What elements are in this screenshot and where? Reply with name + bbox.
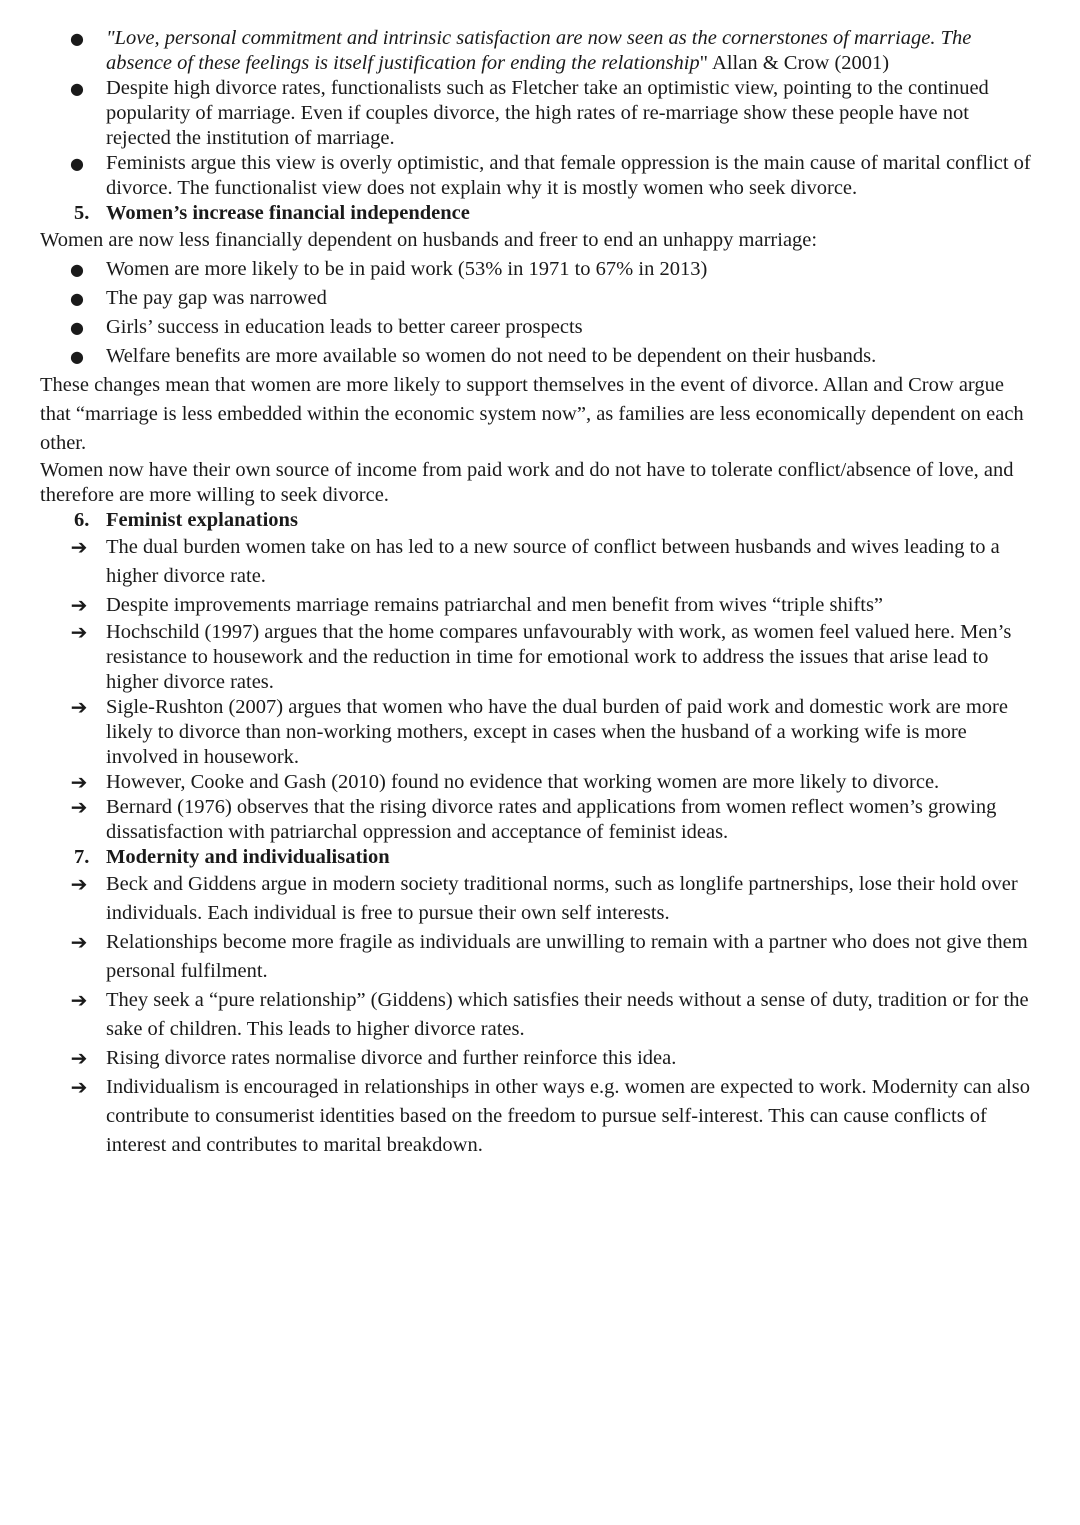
arrow-marker: ➔ [70, 1075, 88, 1099]
bullet-marker: ● [70, 289, 84, 308]
quote-citation: " Allan & Crow (2001) [699, 52, 890, 74]
list-item-text: Despite improvements marriage remains patriarchal and men benefit from wives “triple shifts” [106, 594, 884, 616]
list-item-text: Rising divorce rates normalise divorce and further reinforce this idea. [106, 1047, 677, 1069]
section-number: 6. [74, 509, 90, 531]
arrow-marker: ➔ [70, 930, 88, 954]
bullet-marker: ● [70, 154, 84, 173]
list-item [0, 151, 1080, 201]
list-item-text: Hochschild (1997) argues that the home compares unfavourably with work, as women feel valued here. Men’s resistance to housework and the reduction in time for emotional work to address the issues that arise lead to higher divorce rates. [106, 621, 1012, 693]
list-item [0, 76, 1080, 151]
arrow-marker: ➔ [70, 795, 88, 819]
section-title: Women’s increase financial independence [106, 202, 470, 224]
list-item [0, 533, 1080, 591]
bullet-marker: ● [70, 260, 84, 279]
list-item-text: Bernard (1976) observes that the rising divorce rates and applications from women reflect women’s growing dissatisfaction with patriarchal oppression and acceptance of feminist ideas. [106, 796, 997, 843]
paragraph: These changes mean that women are more likely to support themselves in the event of divorce. Allan and Crow argue that “marriage is less embedded within the economic system now”, as families are less economically dependent on each other. [40, 374, 1024, 454]
arrow-marker: ➔ [70, 593, 88, 617]
bullet-marker: ● [70, 79, 84, 98]
list-item-text: The pay gap was narrowed [106, 287, 327, 309]
list-item [0, 26, 1080, 76]
list-item [0, 1044, 1080, 1073]
list-item [0, 284, 1080, 313]
list-item-text: Beck and Giddens argue in modern society traditional norms, such as longlife partnerships, lose their hold over individuals. Each individual is free to pursue their own self interests. [106, 873, 1018, 924]
bullet-marker: ● [70, 347, 84, 366]
section-number: 7. [74, 846, 90, 868]
list-item-text: Women are more likely to be in paid work (53% in 1971 to 67% in 2013) [106, 258, 708, 280]
list-item [0, 1073, 1080, 1160]
list-item [0, 342, 1080, 371]
arrow-marker: ➔ [70, 872, 88, 896]
list-item [0, 620, 1080, 695]
section-number: 5. [74, 202, 90, 224]
list-item [0, 870, 1080, 928]
list-item-text: The dual burden women take on has led to a new source of conflict between husbands and wives leading to a higher divorce rate. [106, 536, 1000, 587]
list-item [0, 770, 1080, 795]
arrow-marker: ➔ [70, 620, 88, 644]
list-item-text: Welfare benefits are more available so women do not need to be dependent on their husbands. [106, 345, 877, 367]
list-item [0, 986, 1080, 1044]
list-item [0, 313, 1080, 342]
section-title: Modernity and individualisation [106, 846, 390, 868]
list-item-text: However, Cooke and Gash (2010) found no evidence that working women are more likely to divorce. [106, 771, 940, 793]
document-page [0, 26, 1080, 1160]
list-item-text: Feminists argue this view is overly optimistic, and that female oppression is the main cause of marital conflict of divorce. The functionalist view does not explain why it is mostly women who seek divorce. [106, 152, 1031, 199]
list-item [0, 928, 1080, 986]
arrow-marker: ➔ [70, 1046, 88, 1070]
arrow-marker: ➔ [70, 695, 88, 719]
list-item-text: Individualism is encouraged in relationships in other ways e.g. women are expected to work. Modernity can also contribute to consumerist identities based on the freedom to pursue self-interest. This can cause conflicts of interest and contributes to marital breakdown. [106, 1076, 1030, 1156]
bullet-marker: ● [70, 318, 84, 337]
arrow-marker: ➔ [70, 988, 88, 1012]
list-item-text: Despite high divorce rates, functionalists such as Fletcher take an optimistic view, pointing to the continued popularity of marriage. Even if couples divorce, the high rates of re-marriage show these people have not rejected the institution of marriage. [106, 77, 989, 149]
section-heading [0, 508, 1080, 533]
section-heading [0, 845, 1080, 870]
list-item-text: They seek a “pure relationship” (Giddens) which satisfies their needs without a sense of duty, tradition or for the sake of children. This leads to higher divorce rates. [106, 989, 1029, 1040]
list-item [0, 255, 1080, 284]
section-title: Feminist explanations [106, 509, 298, 531]
quote-text: "Love, personal commitment and intrinsic satisfaction are now seen as the cornerstones of marriage. The absence of these feelings is itself justification for ending the relationship [106, 27, 972, 74]
arrow-marker: ➔ [70, 535, 88, 559]
section-heading [0, 201, 1080, 226]
arrow-marker: ➔ [70, 770, 88, 794]
paragraph: Women are now less financially dependent on husbands and freer to end an unhappy marriage: [40, 229, 818, 251]
bullet-marker: ● [70, 29, 84, 48]
list-item-text: Girls’ success in education leads to better career prospects [106, 316, 583, 338]
list-item [0, 795, 1080, 845]
list-item-text: Relationships become more fragile as individuals are unwilling to remain with a partner who does not give them personal fulfilment. [106, 931, 1028, 982]
list-item [0, 591, 1080, 620]
paragraph: Women now have their own source of income from paid work and do not have to tolerate conflict/absence of love, and therefore are more willing to seek divorce. [40, 459, 1014, 506]
list-item [0, 695, 1080, 770]
list-item-text: Sigle-Rushton (2007) argues that women who have the dual burden of paid work and domestic work are more likely to divorce than non-working mothers, except in cases when the husband of a working wife is more involved in housework. [106, 696, 1008, 768]
